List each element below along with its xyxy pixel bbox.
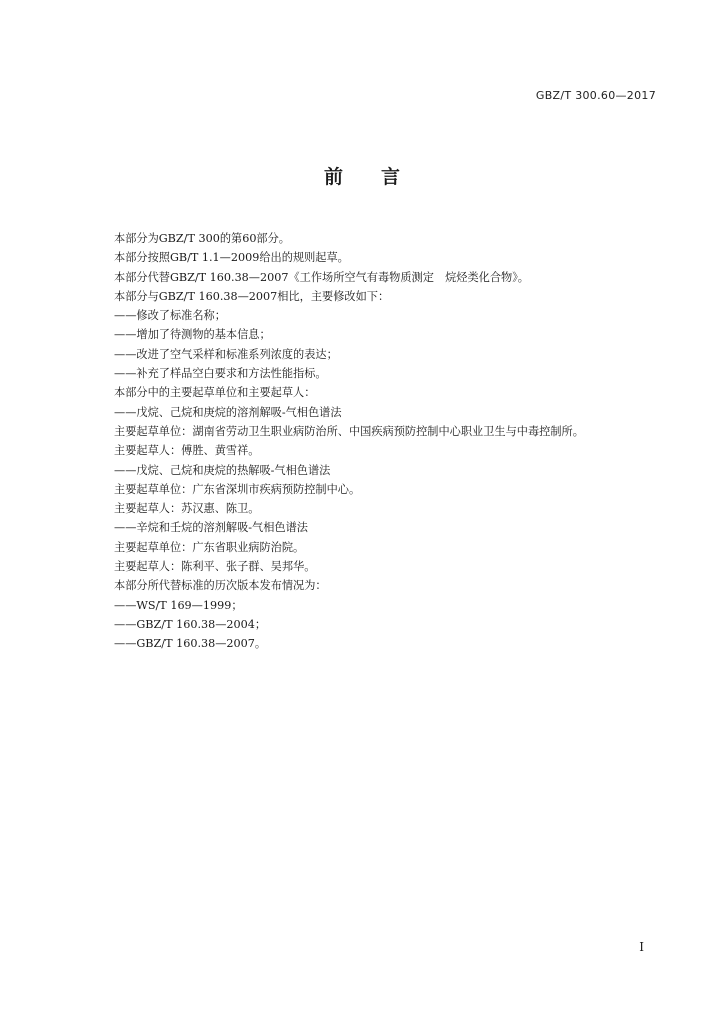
text-line: 主要起草单位：广东省深圳市疾病预防控制中心。	[114, 482, 361, 496]
list-item: ——修改了标准名称；	[114, 309, 226, 323]
list-item: ——补充了样品空白要求和方法性能指标。	[114, 367, 327, 381]
text-line: 本部分按照GB/T 1.1—2009给出的规则起草。	[114, 251, 349, 265]
text-line: 本部分与GBZ/T 160.38—2007相比，主要修改如下：	[114, 289, 390, 303]
list-item: ——辛烷和壬烷的溶剂解吸-气相色谱法	[114, 521, 308, 535]
list-item: ——GBZ/T 160.38—2007。	[114, 637, 267, 651]
text-line: 本部分所代替标准的历次版本发布情况为：	[114, 579, 327, 593]
list-item: ——GBZ/T 160.38—2004；	[114, 617, 267, 631]
title-char-2: 言	[381, 166, 401, 188]
text-line: 主要起草人：傅胜、黄雪祥。	[114, 444, 260, 458]
list-item: ——WS/T 169—1999；	[114, 598, 243, 612]
list-item: ——戊烷、己烷和庚烷的溶剂解吸-气相色谱法	[114, 405, 342, 419]
text-line: 本部分中的主要起草单位和主要起草人：	[114, 386, 316, 400]
text-line: 主要起草单位：湖南省劳动卫生职业病防治所、中国疾病预防控制中心职业卫生与中毒控制所。	[114, 424, 584, 438]
document-code: GBZ/T 300.60—2017	[535, 89, 656, 102]
page-number: I	[639, 940, 644, 954]
page-title	[0, 162, 724, 189]
text-line: 主要起草人：陈利平、张子群、吴邦华。	[114, 560, 316, 574]
text-line: 主要起草人：苏汉惠、陈卫。	[114, 502, 260, 516]
list-item: ——改进了空气采样和标准系列浓度的表达；	[114, 347, 338, 361]
text-line: 本部分代替GBZ/T 160.38—2007《工作场所空气有毒物质测定 烷烃类化合物》。	[114, 270, 529, 284]
preface-body	[114, 229, 674, 654]
text-line: 主要起草单位：广东省职业病防治院。	[114, 540, 305, 554]
title-char-1: 前	[323, 166, 343, 188]
list-item: ——增加了待测物的基本信息；	[114, 328, 271, 342]
text-line: 本部分为GBZ/T 300的第60部分。	[114, 232, 290, 245]
list-item: ——戊烷、己烷和庚烷的热解吸-气相色谱法	[114, 463, 331, 477]
